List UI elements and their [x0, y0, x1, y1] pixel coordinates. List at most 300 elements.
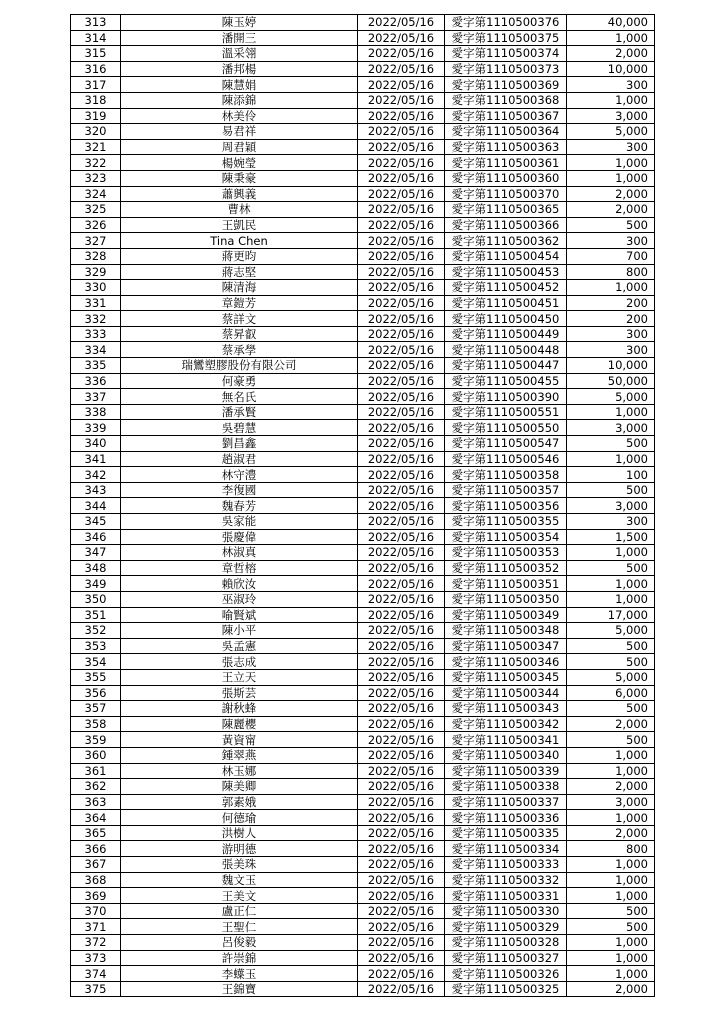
donation-amount-cell: 2,000: [567, 46, 655, 62]
row-number-cell: 371: [71, 919, 121, 935]
table-row: [71, 857, 655, 873]
donation-amount-cell: 1,000: [567, 857, 655, 873]
donor-name-cell: 魏文玉: [121, 872, 358, 888]
receipt-number-cell: 愛字第1110500331: [445, 888, 567, 904]
receipt-number-cell: 愛字第1110500451: [445, 295, 567, 311]
row-number-cell: 346: [71, 529, 121, 545]
donation-amount-cell: 1,000: [567, 170, 655, 186]
donation-date-cell: 2022/05/16: [358, 326, 445, 342]
donation-date-cell: 2022/05/16: [358, 467, 445, 483]
row-number-cell: 325: [71, 202, 121, 218]
table-row: [71, 248, 655, 264]
receipt-number-cell: 愛字第1110500454: [445, 248, 567, 264]
table-row: [71, 170, 655, 186]
row-number-cell: 327: [71, 233, 121, 249]
donation-amount-cell: 1,000: [567, 950, 655, 966]
row-number-cell: 351: [71, 607, 121, 623]
donation-amount-cell: 100: [567, 467, 655, 483]
receipt-number-cell: 愛字第1110500368: [445, 92, 567, 108]
donation-amount-cell: 200: [567, 311, 655, 327]
receipt-number-cell: 愛字第1110500453: [445, 264, 567, 280]
receipt-number-cell: 愛字第1110500356: [445, 498, 567, 514]
table-row: [71, 623, 655, 639]
donation-date-cell: 2022/05/16: [358, 794, 445, 810]
donation-date-cell: 2022/05/16: [358, 981, 445, 997]
table-row: [71, 779, 655, 795]
donation-date-cell: 2022/05/16: [358, 61, 445, 77]
donation-date-cell: 2022/05/16: [358, 654, 445, 670]
donation-date-cell: 2022/05/16: [358, 498, 445, 514]
receipt-number-cell: 愛字第1110500448: [445, 342, 567, 358]
table-row: [71, 436, 655, 452]
donation-date-cell: 2022/05/16: [358, 139, 445, 155]
receipt-number-cell: 愛字第1110500449: [445, 326, 567, 342]
row-number-cell: 363: [71, 794, 121, 810]
donation-date-cell: 2022/05/16: [358, 747, 445, 763]
donor-name-cell: 潘開三: [121, 30, 358, 46]
donation-amount-cell: 500: [567, 654, 655, 670]
donor-name-cell: Tina Chen: [121, 233, 358, 249]
receipt-number-cell: 愛字第1110500345: [445, 669, 567, 685]
donor-name-cell: 黃資甯: [121, 732, 358, 748]
donation-date-cell: 2022/05/16: [358, 77, 445, 93]
donor-name-cell: 林守澧: [121, 467, 358, 483]
donor-name-cell: 王凱民: [121, 217, 358, 233]
donor-name-cell: 蔣更昀: [121, 248, 358, 264]
receipt-number-cell: 愛字第1110500366: [445, 217, 567, 233]
donation-amount-cell: 2,000: [567, 825, 655, 841]
table-row: [71, 810, 655, 826]
receipt-number-cell: 愛字第1110500374: [445, 46, 567, 62]
donor-name-cell: 王聖仁: [121, 919, 358, 935]
donation-amount-cell: 500: [567, 919, 655, 935]
receipt-number-cell: 愛字第1110500347: [445, 638, 567, 654]
donation-date-cell: 2022/05/16: [358, 919, 445, 935]
donation-date-cell: 2022/05/16: [358, 701, 445, 717]
table-row: [71, 545, 655, 561]
table-row: [71, 576, 655, 592]
row-number-cell: 348: [71, 560, 121, 576]
donation-amount-cell: 500: [567, 638, 655, 654]
receipt-number-cell: 愛字第1110500550: [445, 420, 567, 436]
donation-date-cell: 2022/05/16: [358, 342, 445, 358]
row-number-cell: 316: [71, 61, 121, 77]
row-number-cell: 340: [71, 436, 121, 452]
receipt-number-cell: 愛字第1110500344: [445, 685, 567, 701]
receipt-number-cell: 愛字第1110500455: [445, 373, 567, 389]
table-row: [71, 280, 655, 296]
table-row: [71, 264, 655, 280]
donor-name-cell: 劉昌鑫: [121, 436, 358, 452]
donor-name-cell: 李復國: [121, 482, 358, 498]
table-row: [71, 794, 655, 810]
donation-date-cell: 2022/05/16: [358, 451, 445, 467]
donor-name-cell: 陳慧娟: [121, 77, 358, 93]
donation-amount-cell: 5,000: [567, 623, 655, 639]
row-number-cell: 367: [71, 857, 121, 873]
row-number-cell: 375: [71, 981, 121, 997]
receipt-number-cell: 愛字第1110500546: [445, 451, 567, 467]
donation-amount-cell: 10,000: [567, 61, 655, 77]
row-number-cell: 323: [71, 170, 121, 186]
table-row: [71, 825, 655, 841]
row-number-cell: 328: [71, 248, 121, 264]
receipt-number-cell: 愛字第1110500349: [445, 607, 567, 623]
donation-date-cell: 2022/05/16: [358, 716, 445, 732]
donor-name-cell: 陳玉婷: [121, 15, 358, 31]
table-row: [71, 389, 655, 405]
donation-amount-cell: 5,000: [567, 389, 655, 405]
donor-name-cell: 林玉娜: [121, 763, 358, 779]
receipt-number-cell: 愛字第1110500327: [445, 950, 567, 966]
receipt-number-cell: 愛字第1110500338: [445, 779, 567, 795]
donation-date-cell: 2022/05/16: [358, 30, 445, 46]
row-number-cell: 339: [71, 420, 121, 436]
donation-date-cell: 2022/05/16: [358, 560, 445, 576]
donation-date-cell: 2022/05/16: [358, 92, 445, 108]
donation-amount-cell: 2,000: [567, 202, 655, 218]
row-number-cell: 364: [71, 810, 121, 826]
donation-amount-cell: 300: [567, 77, 655, 93]
table-row: [71, 560, 655, 576]
donation-date-cell: 2022/05/16: [358, 607, 445, 623]
receipt-number-cell: 愛字第1110500326: [445, 966, 567, 982]
donor-name-cell: 魏春芳: [121, 498, 358, 514]
receipt-number-cell: 愛字第1110500367: [445, 108, 567, 124]
donation-amount-cell: 300: [567, 139, 655, 155]
donor-name-cell: 章鎧芳: [121, 295, 358, 311]
donation-date-cell: 2022/05/16: [358, 529, 445, 545]
table-row: [71, 233, 655, 249]
table-row: [71, 77, 655, 93]
receipt-number-cell: 愛字第1110500361: [445, 155, 567, 171]
donor-name-cell: 陳秉豪: [121, 170, 358, 186]
donation-amount-cell: 2,000: [567, 186, 655, 202]
table-row: [71, 966, 655, 982]
donor-name-cell: 吳家能: [121, 514, 358, 530]
donation-amount-cell: 200: [567, 295, 655, 311]
donation-date-cell: 2022/05/16: [358, 857, 445, 873]
donor-name-cell: 蔡昇叡: [121, 326, 358, 342]
table-row: [71, 888, 655, 904]
donation-amount-cell: 1,000: [567, 763, 655, 779]
donation-date-cell: 2022/05/16: [358, 217, 445, 233]
receipt-number-cell: 愛字第1110500350: [445, 591, 567, 607]
row-number-cell: 330: [71, 280, 121, 296]
receipt-number-cell: 愛字第1110500333: [445, 857, 567, 873]
table-row: [71, 950, 655, 966]
row-number-cell: 319: [71, 108, 121, 124]
row-number-cell: 374: [71, 966, 121, 982]
donor-name-cell: 王錦寶: [121, 981, 358, 997]
donation-amount-cell: 1,000: [567, 591, 655, 607]
table-row: [71, 124, 655, 140]
donation-amount-cell: 1,000: [567, 888, 655, 904]
donation-amount-cell: 2,000: [567, 716, 655, 732]
receipt-number-cell: 愛字第1110500332: [445, 872, 567, 888]
donation-date-cell: 2022/05/16: [358, 966, 445, 982]
donation-table-body: [71, 15, 655, 997]
donation-amount-cell: 1,000: [567, 30, 655, 46]
donor-name-cell: 李蠂玉: [121, 966, 358, 982]
donation-date-cell: 2022/05/16: [358, 482, 445, 498]
donation-amount-cell: 2,000: [567, 981, 655, 997]
table-row: [71, 295, 655, 311]
row-number-cell: 347: [71, 545, 121, 561]
donation-amount-cell: 300: [567, 326, 655, 342]
donation-date-cell: 2022/05/16: [358, 950, 445, 966]
donor-name-cell: 曹林: [121, 202, 358, 218]
donation-amount-cell: 500: [567, 482, 655, 498]
donor-name-cell: 洪樹人: [121, 825, 358, 841]
donation-amount-cell: 1,000: [567, 810, 655, 826]
donor-name-cell: 無名氏: [121, 389, 358, 405]
receipt-number-cell: 愛字第1110500352: [445, 560, 567, 576]
receipt-number-cell: 愛字第1110500328: [445, 935, 567, 951]
table-row: [71, 685, 655, 701]
donation-date-cell: 2022/05/16: [358, 685, 445, 701]
donor-name-cell: 陳美卿: [121, 779, 358, 795]
donation-amount-cell: 3,000: [567, 108, 655, 124]
table-row: [71, 15, 655, 31]
donor-name-cell: 蕭興義: [121, 186, 358, 202]
donor-name-cell: 林美伶: [121, 108, 358, 124]
donation-date-cell: 2022/05/16: [358, 825, 445, 841]
donor-name-cell: 張美珠: [121, 857, 358, 873]
receipt-number-cell: 愛字第1110500376: [445, 15, 567, 31]
table-row: [71, 217, 655, 233]
donation-amount-cell: 500: [567, 436, 655, 452]
row-number-cell: 352: [71, 623, 121, 639]
receipt-number-cell: 愛字第1110500330: [445, 903, 567, 919]
receipt-number-cell: 愛字第1110500334: [445, 841, 567, 857]
row-number-cell: 356: [71, 685, 121, 701]
row-number-cell: 353: [71, 638, 121, 654]
donation-amount-cell: 1,000: [567, 576, 655, 592]
donation-date-cell: 2022/05/16: [358, 264, 445, 280]
donation-table: [70, 14, 655, 997]
table-row: [71, 311, 655, 327]
row-number-cell: 335: [71, 358, 121, 374]
donation-date-cell: 2022/05/16: [358, 591, 445, 607]
row-number-cell: 333: [71, 326, 121, 342]
donation-date-cell: 2022/05/16: [358, 638, 445, 654]
donor-name-cell: 潘承賢: [121, 404, 358, 420]
donor-name-cell: 潘邦楊: [121, 61, 358, 77]
row-number-cell: 360: [71, 747, 121, 763]
table-row: [71, 420, 655, 436]
donation-amount-cell: 1,000: [567, 872, 655, 888]
donation-amount-cell: 2,000: [567, 779, 655, 795]
donation-date-cell: 2022/05/16: [358, 514, 445, 530]
donation-amount-cell: 300: [567, 233, 655, 249]
donor-name-cell: 喻賢斌: [121, 607, 358, 623]
receipt-number-cell: 愛字第1110500551: [445, 404, 567, 420]
donation-date-cell: 2022/05/16: [358, 389, 445, 405]
donation-amount-cell: 1,000: [567, 747, 655, 763]
table-row: [71, 529, 655, 545]
receipt-number-cell: 愛字第1110500343: [445, 701, 567, 717]
table-row: [71, 669, 655, 685]
table-row: [71, 373, 655, 389]
donation-date-cell: 2022/05/16: [358, 935, 445, 951]
donor-name-cell: 瑞鸞塑膠股份有限公司: [121, 358, 358, 374]
table-row: [71, 919, 655, 935]
row-number-cell: 313: [71, 15, 121, 31]
donor-name-cell: 吳孟憲: [121, 638, 358, 654]
receipt-number-cell: 愛字第1110500363: [445, 139, 567, 155]
table-row: [71, 358, 655, 374]
donation-amount-cell: 3,000: [567, 794, 655, 810]
donation-amount-cell: 800: [567, 264, 655, 280]
row-number-cell: 359: [71, 732, 121, 748]
receipt-number-cell: 愛字第1110500353: [445, 545, 567, 561]
table-row: [71, 872, 655, 888]
donation-date-cell: 2022/05/16: [358, 436, 445, 452]
row-number-cell: 358: [71, 716, 121, 732]
receipt-number-cell: 愛字第1110500335: [445, 825, 567, 841]
table-row: [71, 732, 655, 748]
table-row: [71, 61, 655, 77]
row-number-cell: 369: [71, 888, 121, 904]
row-number-cell: 355: [71, 669, 121, 685]
row-number-cell: 354: [71, 654, 121, 670]
donation-date-cell: 2022/05/16: [358, 186, 445, 202]
donation-date-cell: 2022/05/16: [358, 295, 445, 311]
donation-amount-cell: 500: [567, 732, 655, 748]
donor-name-cell: 蔡承學: [121, 342, 358, 358]
row-number-cell: 322: [71, 155, 121, 171]
row-number-cell: 344: [71, 498, 121, 514]
donor-name-cell: 陳麗櫻: [121, 716, 358, 732]
donation-amount-cell: 17,000: [567, 607, 655, 623]
table-row: [71, 30, 655, 46]
donation-date-cell: 2022/05/16: [358, 233, 445, 249]
row-number-cell: 314: [71, 30, 121, 46]
donation-date-cell: 2022/05/16: [358, 669, 445, 685]
donation-amount-cell: 1,000: [567, 404, 655, 420]
receipt-number-cell: 愛字第1110500360: [445, 170, 567, 186]
donation-date-cell: 2022/05/16: [358, 763, 445, 779]
row-number-cell: 342: [71, 467, 121, 483]
table-row: [71, 747, 655, 763]
donation-amount-cell: 6,000: [567, 685, 655, 701]
donation-date-cell: 2022/05/16: [358, 576, 445, 592]
row-number-cell: 318: [71, 92, 121, 108]
receipt-number-cell: 愛字第1110500450: [445, 311, 567, 327]
donation-date-cell: 2022/05/16: [358, 373, 445, 389]
donation-amount-cell: 50,000: [567, 373, 655, 389]
donation-date-cell: 2022/05/16: [358, 404, 445, 420]
donation-date-cell: 2022/05/16: [358, 280, 445, 296]
row-number-cell: 332: [71, 311, 121, 327]
donor-name-cell: 何豪勇: [121, 373, 358, 389]
donation-amount-cell: 1,000: [567, 935, 655, 951]
row-number-cell: 326: [71, 217, 121, 233]
table-row: [71, 202, 655, 218]
row-number-cell: 331: [71, 295, 121, 311]
row-number-cell: 361: [71, 763, 121, 779]
table-row: [71, 404, 655, 420]
donation-amount-cell: 1,000: [567, 966, 655, 982]
table-row: [71, 607, 655, 623]
donation-date-cell: 2022/05/16: [358, 545, 445, 561]
row-number-cell: 362: [71, 779, 121, 795]
donor-name-cell: 許崇錦: [121, 950, 358, 966]
table-row: [71, 108, 655, 124]
donor-name-cell: 陳添錦: [121, 92, 358, 108]
receipt-number-cell: 愛字第1110500355: [445, 514, 567, 530]
receipt-number-cell: 愛字第1110500364: [445, 124, 567, 140]
receipt-number-cell: 愛字第1110500452: [445, 280, 567, 296]
row-number-cell: 343: [71, 482, 121, 498]
row-number-cell: 372: [71, 935, 121, 951]
row-number-cell: 338: [71, 404, 121, 420]
row-number-cell: 366: [71, 841, 121, 857]
receipt-number-cell: 愛字第1110500358: [445, 467, 567, 483]
receipt-number-cell: 愛字第1110500390: [445, 389, 567, 405]
donation-date-cell: 2022/05/16: [358, 311, 445, 327]
receipt-number-cell: 愛字第1110500339: [445, 763, 567, 779]
donation-amount-cell: 300: [567, 342, 655, 358]
receipt-number-cell: 愛字第1110500336: [445, 810, 567, 826]
row-number-cell: 349: [71, 576, 121, 592]
donation-date-cell: 2022/05/16: [358, 841, 445, 857]
table-row: [71, 326, 655, 342]
donation-date-cell: 2022/05/16: [358, 155, 445, 171]
table-row: [71, 155, 655, 171]
donation-amount-cell: 800: [567, 841, 655, 857]
donation-date-cell: 2022/05/16: [358, 420, 445, 436]
receipt-number-cell: 愛字第1110500346: [445, 654, 567, 670]
donor-name-cell: 游明德: [121, 841, 358, 857]
table-row: [71, 46, 655, 62]
table-row: [71, 92, 655, 108]
row-number-cell: 317: [71, 77, 121, 93]
receipt-number-cell: 愛字第1110500375: [445, 30, 567, 46]
donor-name-cell: 蔣志堅: [121, 264, 358, 280]
table-row: [71, 139, 655, 155]
donor-name-cell: 呂俊毅: [121, 935, 358, 951]
table-row: [71, 186, 655, 202]
table-row: [71, 638, 655, 654]
donation-amount-cell: 1,000: [567, 155, 655, 171]
donation-date-cell: 2022/05/16: [358, 46, 445, 62]
donation-amount-cell: 1,500: [567, 529, 655, 545]
donation-date-cell: 2022/05/16: [358, 810, 445, 826]
donor-name-cell: 蔡詳文: [121, 311, 358, 327]
table-row: [71, 514, 655, 530]
donor-name-cell: 鍾翠燕: [121, 747, 358, 763]
receipt-number-cell: 愛字第1110500351: [445, 576, 567, 592]
donor-name-cell: 楊婉瑩: [121, 155, 358, 171]
table-row: [71, 342, 655, 358]
donation-date-cell: 2022/05/16: [358, 108, 445, 124]
table-row: [71, 981, 655, 997]
row-number-cell: 320: [71, 124, 121, 140]
row-number-cell: 334: [71, 342, 121, 358]
donor-name-cell: 張慶偉: [121, 529, 358, 545]
donor-name-cell: 盧正仁: [121, 903, 358, 919]
donor-name-cell: 何德瑜: [121, 810, 358, 826]
receipt-number-cell: 愛字第1110500329: [445, 919, 567, 935]
donation-date-cell: 2022/05/16: [358, 124, 445, 140]
donor-name-cell: 賴欣汝: [121, 576, 358, 592]
row-number-cell: 350: [71, 591, 121, 607]
receipt-number-cell: 愛字第1110500348: [445, 623, 567, 639]
donation-date-cell: 2022/05/16: [358, 872, 445, 888]
donor-name-cell: 郭素娥: [121, 794, 358, 810]
